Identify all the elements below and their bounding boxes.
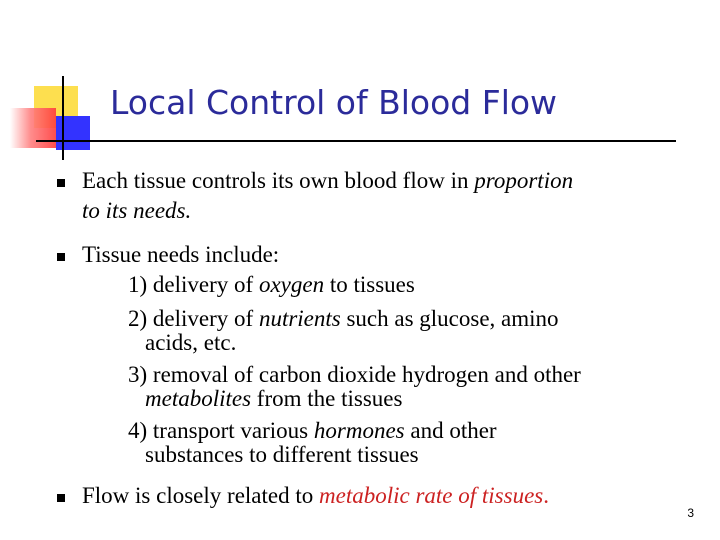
- need-item-3-c: from the tissues: [251, 386, 403, 411]
- need-item-4: [128, 418, 497, 444]
- bullet-3-text: Flow is closely related to: [82, 483, 319, 508]
- need-item-3-italic: metabolites: [145, 386, 252, 411]
- need-item-2-c: such as glucose, amino: [340, 306, 559, 331]
- need-item-4-a: 4) transport various: [128, 418, 314, 443]
- need-item-1-a: 1) delivery of: [128, 272, 259, 297]
- need-item-2-cont: acids, etc.: [145, 330, 237, 355]
- need-item-2-a: 2) delivery of: [128, 306, 259, 331]
- bullet-3-emphasis: metabolic rate of tissues: [319, 483, 544, 508]
- bullet-3-line: [82, 483, 549, 509]
- need-item-4-c: and other: [404, 418, 497, 443]
- bullet-1-line-1: [82, 168, 573, 194]
- bullet-2-heading: Tissue needs include:: [82, 242, 280, 267]
- need-item-3-cont: [145, 386, 402, 412]
- bullet-1-line-2: [82, 198, 191, 224]
- slide-title: Local Control of Blood Flow: [110, 83, 558, 122]
- need-item-4-cont: substances to different tissues: [145, 442, 419, 467]
- title-underline: [36, 140, 676, 142]
- need-item-1: [128, 272, 415, 298]
- bullet-marker-2: [57, 253, 65, 261]
- need-item-3: 3) removal of carbon dioxide hydrogen and other: [128, 362, 581, 387]
- need-item-1-italic: oxygen: [258, 272, 325, 297]
- need-item-4-italic: hormones: [313, 418, 405, 443]
- need-item-2-italic: nutrients: [258, 306, 341, 331]
- bullet-3-period: .: [543, 483, 549, 508]
- bullet-marker-1: [57, 179, 65, 187]
- page-number: 3: [687, 506, 694, 520]
- bullet-marker-3: [57, 494, 65, 502]
- logo-vertical-line: [62, 76, 64, 160]
- need-item-2: [128, 306, 559, 332]
- need-item-1-c: to tissues: [324, 272, 415, 297]
- logo-red-square: [10, 108, 56, 148]
- bullet-1-italic-2: to its needs.: [82, 198, 192, 223]
- bullet-1-text: Each tissue controls its own blood flow in: [82, 168, 475, 193]
- bullet-1-italic: proportion: [474, 168, 574, 193]
